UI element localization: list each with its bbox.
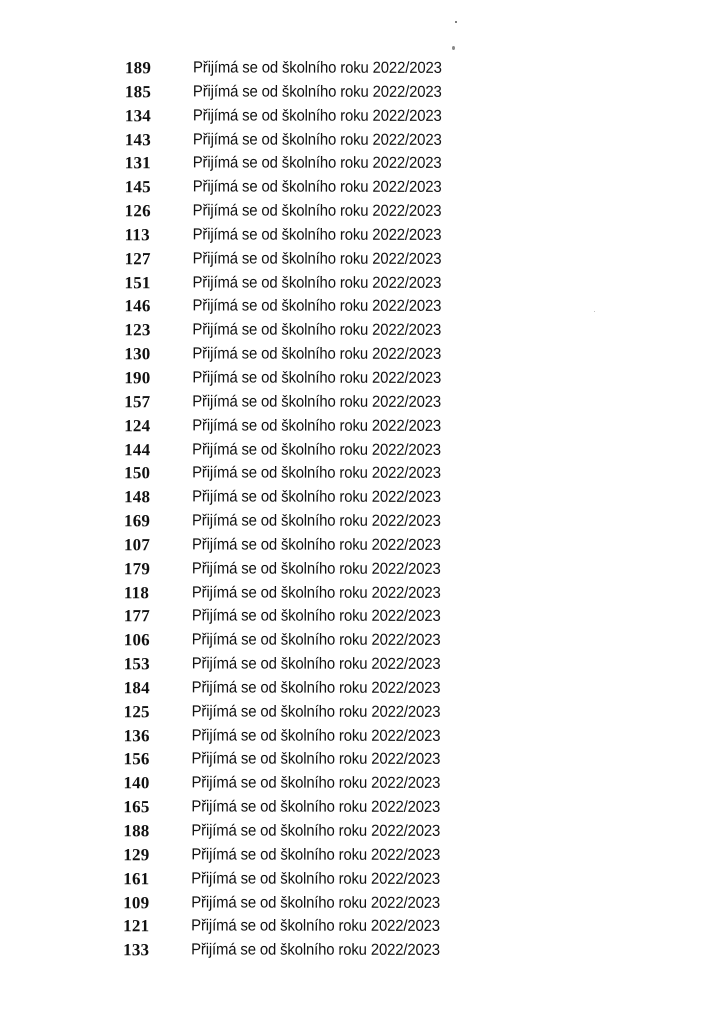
row-text: Přijímá se od školního roku 2022/2023 [191, 750, 441, 769]
row-text: Přijímá se od školního roku 2022/2023 [191, 822, 441, 840]
list-item [0, 414, 723, 439]
row-code: 189 [124, 58, 152, 78]
row-text: Přijímá se od školního roku 2022/2023 [191, 607, 441, 626]
list-item [0, 819, 722, 844]
row-text: Přijímá se od školního roku 2022/2023 [191, 941, 440, 960]
row-text: Přijímá se od školního roku 2022/2023 [191, 583, 441, 602]
row-code: 124 [124, 415, 151, 435]
row-code: 146 [124, 296, 151, 316]
row-text: Přijímá se od školního roku 2022/2023 [191, 846, 441, 864]
list-item [0, 247, 724, 272]
row-code: 130 [124, 344, 151, 364]
row-text: Přijímá se od školního roku 2022/2023 [192, 440, 441, 459]
row-text: Přijímá se od školního roku 2022/2023 [191, 631, 441, 650]
row-code: 153 [123, 654, 150, 674]
row-code: 145 [124, 177, 151, 197]
list-item [0, 938, 722, 963]
list-item [0, 56, 724, 81]
list-item [0, 342, 723, 367]
list-item [0, 80, 724, 105]
list-item [0, 271, 724, 296]
list-item [0, 175, 724, 200]
row-code: 179 [123, 558, 151, 579]
list-item [0, 461, 723, 486]
row-text: Přijímá se od školního roku 2022/2023 [192, 202, 442, 220]
list-item [0, 199, 724, 224]
row-code: 125 [123, 702, 150, 722]
list-item [0, 891, 722, 916]
row-code: 127 [124, 249, 151, 269]
list-item [0, 795, 722, 820]
row-code: 140 [123, 773, 150, 793]
list-item [0, 485, 723, 510]
row-text: Přijímá se od školního roku 2022/2023 [192, 488, 441, 507]
acceptance-list [0, 56, 724, 964]
list-item [0, 724, 723, 749]
row-text: Přijímá se od školního roku 2022/2023 [192, 273, 442, 292]
row-code: 123 [124, 320, 151, 340]
row-code: 157 [124, 392, 151, 412]
row-code: 151 [124, 272, 151, 292]
row-text: Přijímá se od školního roku 2022/2023 [192, 154, 442, 173]
scan-speck [452, 46, 455, 50]
row-code: 121 [123, 916, 150, 936]
row-text: Přijímá se od školního roku 2022/2023 [191, 917, 440, 936]
row-code: 118 [123, 582, 150, 602]
row-code: 113 [124, 225, 150, 245]
row-text: Přijímá se od školního roku 2022/2023 [192, 130, 442, 149]
scan-speck [455, 21, 457, 23]
list-item [0, 294, 723, 319]
row-text: Přijímá se od školního roku 2022/2023 [192, 59, 442, 77]
row-text: Přijímá se od školního roku 2022/2023 [191, 679, 441, 697]
row-code: 148 [124, 487, 151, 507]
row-code: 143 [124, 129, 151, 149]
row-code: 131 [124, 153, 151, 173]
row-code: 190 [124, 368, 151, 388]
row-code: 185 [124, 82, 152, 102]
row-text: Přijímá se od školního roku 2022/2023 [191, 560, 441, 578]
list-item [0, 652, 723, 677]
list-item [0, 366, 723, 391]
row-text: Přijímá se od školního roku 2022/2023 [191, 703, 441, 721]
row-code: 133 [123, 940, 150, 960]
list-item [0, 914, 722, 939]
row-text: Přijímá se od školního roku 2022/2023 [192, 250, 442, 268]
list-item [0, 104, 724, 129]
list-item [0, 390, 723, 415]
list-item [0, 628, 723, 653]
list-item [0, 437, 723, 462]
row-code: 129 [123, 845, 150, 865]
list-item [0, 581, 723, 606]
row-text: Přijímá se od školního roku 2022/2023 [192, 512, 441, 530]
row-text: Přijímá se od školního roku 2022/2023 [191, 893, 441, 912]
row-code: 109 [123, 892, 150, 912]
list-item [0, 700, 723, 725]
list-item [0, 557, 723, 582]
row-code: 156 [123, 749, 150, 769]
row-code: 144 [124, 439, 151, 459]
row-text: Přijímá se od školního roku 2022/2023 [191, 536, 441, 554]
row-code: 169 [124, 511, 151, 531]
list-item [0, 318, 723, 343]
list-item [0, 771, 723, 796]
row-code: 134 [124, 105, 152, 126]
row-code: 161 [123, 868, 150, 889]
row-code: 106 [123, 630, 150, 650]
row-text: Přijímá se od školního roku 2022/2023 [192, 321, 442, 340]
list-item [0, 128, 724, 153]
list-item [0, 223, 724, 248]
row-text: Přijímá se od školního roku 2022/2023 [192, 393, 442, 411]
row-text: Přijímá se od školního roku 2022/2023 [192, 464, 441, 483]
row-text: Přijímá se od školního roku 2022/2023 [192, 297, 442, 316]
row-text: Přijímá se od školního roku 2022/2023 [192, 226, 442, 244]
list-item [0, 676, 723, 701]
row-code: 136 [123, 725, 150, 745]
list-item [0, 867, 722, 892]
row-code: 107 [123, 535, 151, 555]
row-code: 165 [123, 797, 150, 817]
row-text: Přijímá se od školního roku 2022/2023 [191, 870, 441, 888]
list-item [0, 533, 723, 558]
row-text: Přijímá se od školního roku 2022/2023 [192, 107, 442, 125]
list-item [0, 747, 723, 772]
row-text: Přijímá se od školního roku 2022/2023 [191, 655, 441, 674]
row-code: 188 [123, 821, 150, 841]
row-code: 184 [123, 678, 150, 698]
row-text: Přijímá se od školního roku 2022/2023 [192, 83, 442, 101]
row-code: 177 [123, 606, 150, 626]
list-item [0, 604, 723, 629]
row-text: Přijímá se od školního roku 2022/2023 [192, 178, 442, 197]
row-text: Přijímá se od školního roku 2022/2023 [191, 727, 441, 745]
row-text: Přijímá se od školního roku 2022/2023 [192, 369, 442, 387]
row-text: Přijímá se od školního roku 2022/2023 [191, 774, 441, 793]
row-text: Přijímá se od školního roku 2022/2023 [192, 417, 442, 435]
row-code: 150 [124, 463, 151, 483]
row-text: Přijímá se od školního roku 2022/2023 [192, 345, 442, 364]
row-text: Přijímá se od školního roku 2022/2023 [191, 798, 441, 817]
list-item [0, 151, 724, 176]
list-item [0, 843, 722, 868]
row-code: 126 [124, 201, 151, 221]
list-item [0, 509, 723, 534]
